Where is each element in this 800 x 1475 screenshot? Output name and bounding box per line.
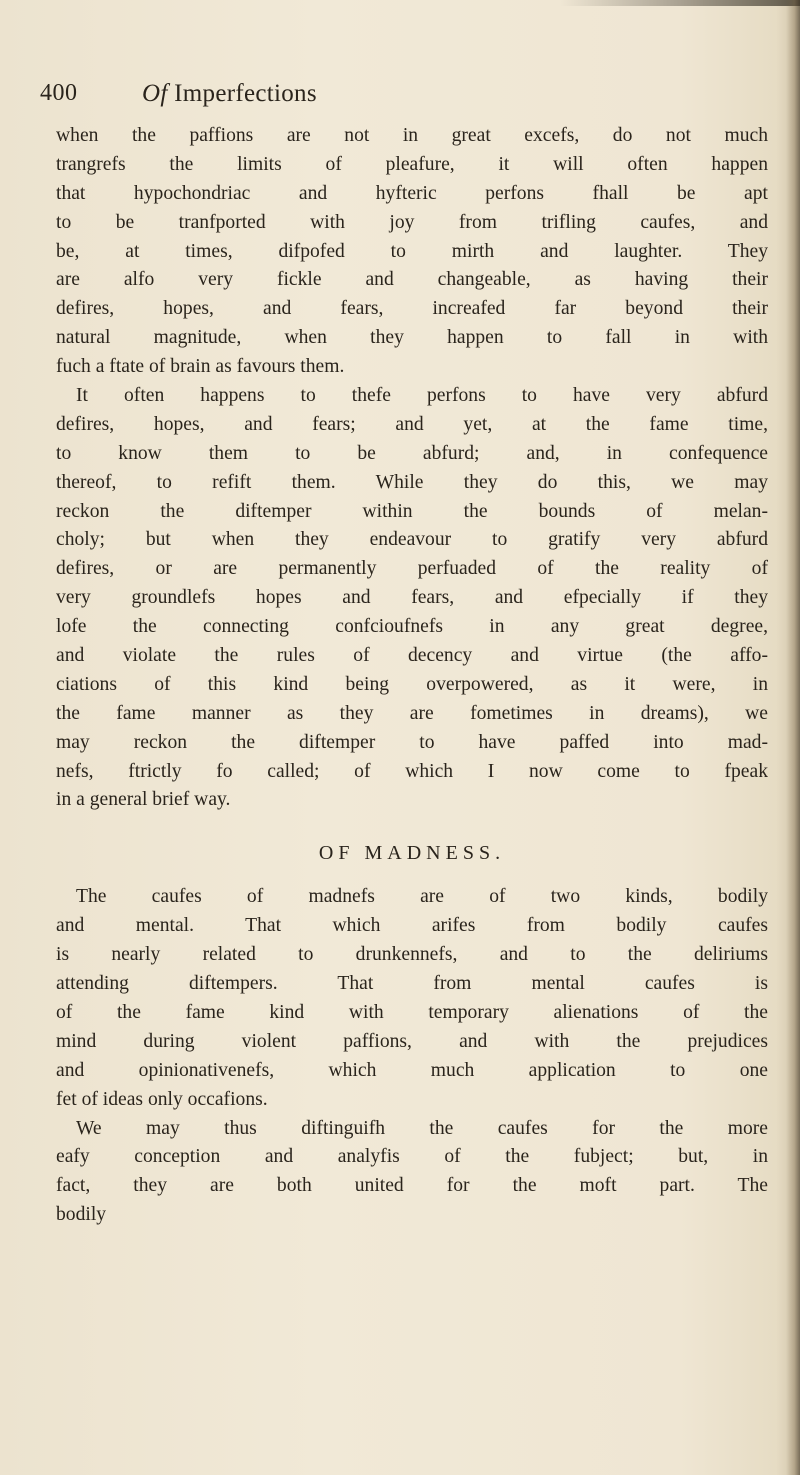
running-head xyxy=(142,80,317,108)
text-line: when the paffions are not in great excefs, do not much xyxy=(56,125,768,146)
text-line: that hypochondriac and hyfteric perfons fhall be apt xyxy=(56,182,768,204)
text-line: fuch a ftate of brain as favours them. xyxy=(56,356,345,378)
page-header xyxy=(40,80,780,116)
text-line: mind during violent paffions, and with the prejudices xyxy=(56,1030,768,1052)
text-line: ciations of this kind being overpowered, as it were, in xyxy=(56,673,768,695)
text-line: It often happens to thefe perfons to have very abfurd xyxy=(76,385,768,407)
catchword: bodily xyxy=(56,1204,107,1226)
text-line: be, at times, difpofed to mirth and laughter. They xyxy=(56,240,768,262)
running-head-title: Imperfections xyxy=(167,80,317,107)
paragraph-2 xyxy=(56,382,768,815)
page-edge-shadow xyxy=(786,0,800,1475)
section-heading: OF MADNESS. xyxy=(318,842,506,865)
text-line: nefs, ftrictly fo called; of which I now come to fpeak xyxy=(56,760,768,782)
text-line: defires, or are permanently perfuaded of the reality of xyxy=(56,558,768,580)
text-line: are alfo very fickle and changeable, as having their xyxy=(56,269,768,291)
running-head-of: Of xyxy=(142,80,168,107)
text-line: The caufes of madnefs are of two kinds, bodily xyxy=(76,886,768,908)
text-line: in a general brief way. xyxy=(56,789,231,811)
text-line: attending diftempers. That from mental caufes is xyxy=(56,973,768,995)
body-text xyxy=(56,122,768,1230)
text-line: reckon the diftemper within the bounds of melan- xyxy=(56,500,768,522)
text-line: is nearly related to drunkennefs, and to the deliriums xyxy=(56,944,768,966)
page-top-shadow xyxy=(560,0,800,6)
text-line: fact, they are both united for the moft part. The xyxy=(56,1175,768,1197)
text-line: of the fame kind with temporary alienations of the xyxy=(56,1001,768,1023)
page-number: 400 xyxy=(40,80,78,106)
text-line: the fame manner as they are fometimes in dreams), we xyxy=(56,702,768,724)
text-line: thereof, to refift them. While they do this, we may xyxy=(56,471,768,493)
text-line: lofe the connecting confcioufnefs in any great degree, xyxy=(56,616,768,638)
text-line: defires, hopes, and fears, increafed far beyond their xyxy=(56,298,768,320)
text-line: trangrefs the limits of pleafure, it will often happen xyxy=(56,153,768,175)
paragraph-3 xyxy=(56,883,768,1114)
text-line: to know them to be abfurd; and, in confequence xyxy=(56,442,768,464)
text-line: fet of ideas only occafions. xyxy=(56,1088,268,1110)
text-line: We may thus diftinguifh the caufes for the more xyxy=(76,1117,768,1139)
text-line: natural magnitude, when they happen to fall in with xyxy=(56,327,768,349)
text-line: and opinionativenefs, which much application to one xyxy=(56,1059,768,1081)
text-line: defires, hopes, and fears; and yet, at the fame time, xyxy=(56,413,768,435)
text-line: and violate the rules of decency and virtue (the affo- xyxy=(56,645,768,667)
text-line: to be tranfported with joy from trifling caufes, and xyxy=(56,211,768,233)
text-line: and mental. That which arifes from bodily caufes xyxy=(56,915,768,937)
paragraph-4 xyxy=(56,1115,768,1231)
text-line: may reckon the diftemper to have paffed into mad- xyxy=(56,731,768,753)
paragraph-1 xyxy=(56,122,768,382)
text-line: very groundlefs hopes and fears, and efpecially if they xyxy=(56,587,768,609)
text-line: eafy conception and analyfis of the fubject; but, in xyxy=(56,1146,768,1168)
text-line: choly; but when they endeavour to gratify very abfurd xyxy=(56,529,768,551)
